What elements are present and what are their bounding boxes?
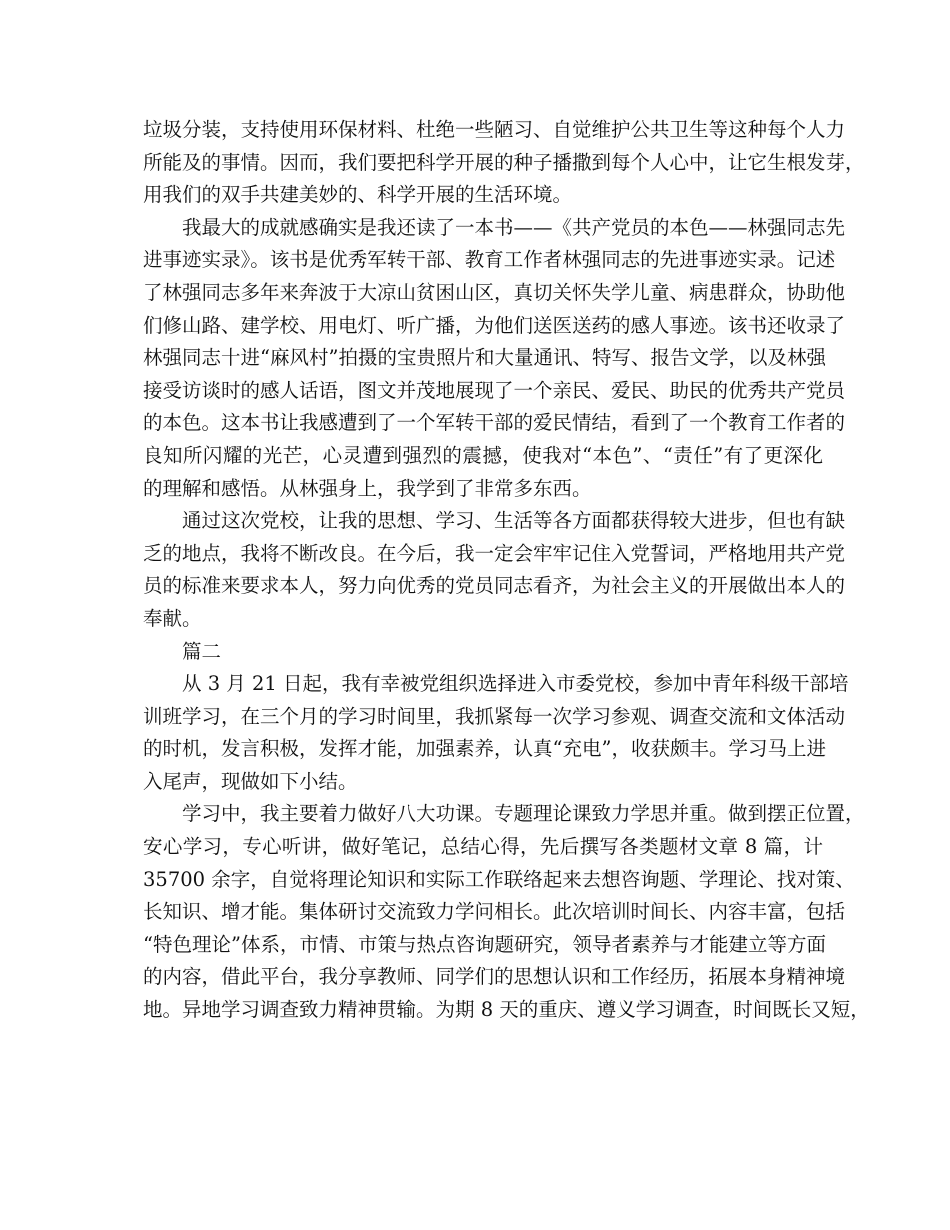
text-line: 学习中，我主要着力做好八大功课。专题理论课致力学思并重。做到摆正位置， (182, 802, 865, 826)
document-body (143, 114, 870, 1027)
text-line: 安心学习，专心听讲，做好笔记，总结心得，先后撰写各类题材文章 8 篇，计 (143, 835, 823, 859)
text-line: 用我们的双手共建美妙的、科学开展的生活环境。 (143, 183, 573, 207)
text-line: 的内容，借此平台，我分享教师、同学们的思想认识和工作经历，拓展本身精神境 (143, 965, 846, 989)
text-line: 我最大的成就感确实是我还读了一本书——《共产党员的本色——林强同志先 (182, 215, 846, 239)
text-line: 的本色。这本书让我感遭到了一个军转干部的爱民情结，看到了一个教育工作者的 (143, 411, 846, 435)
text-line: 训班学习，在三个月的学习时间里，我抓紧每一次学习参观、调查交流和文体活动 (143, 704, 846, 728)
text-line: 们修山路、建学校、用电灯、听广播，为他们送医送药的感人事迹。该书还收录了 (143, 313, 846, 337)
text-line: 通过这次党校，让我的思想、学习、生活等各方面都获得较大进步，但也有缺 (182, 509, 846, 533)
text-line: 的时机，发言积极，发挥才能，加强素养，认真“充电”，收获颇丰。学习马上进 (143, 737, 826, 761)
text-line: 长知识、增才能。集体研讨交流致力学问相长。此次培训时间长、内容丰富，包括 (143, 900, 846, 924)
text-line: 奉献。 (143, 606, 202, 630)
text-line: 所能及的事情。因而，我们要把科学开展的种子播撒到每个人心中，让它生根发芽， (143, 150, 865, 174)
text-line: 接受访谈时的感人话语，图文并茂地展现了一个亲民、爱民、助民的优秀共产党员 (143, 378, 846, 402)
text-line: 乏的地点，我将不断改良。在今后，我一定会牢牢记住入党誓词，严格地用共产党 (143, 541, 846, 565)
text-line: 垃圾分装，支持使用环保材料、杜绝一些陋习、自觉维护公共卫生等这种每个人力 (143, 118, 846, 141)
text-line: 进事迹实录》。该书是优秀军转干部、教育工作者林强同志的先进事迹实录。记述 (143, 248, 836, 272)
text-line: “特色理论”体系，市情、市策与热点咨询题研究，领导者素养与才能建立等方面 (143, 932, 826, 956)
text-line: 35700 余字，自觉将理论知识和实际工作联络起来去想咨询题、学理论、找对策、 (143, 867, 855, 891)
text-line: 的理解和感悟。从林强身上，我学到了非常多东西。 (143, 476, 592, 500)
text-line: 了林强同志多年来奔波于大凉山贫困山区，真切关怀失学儿童、病患群众，协助他 (143, 280, 846, 304)
section-heading: 篇二 (182, 639, 222, 663)
text-line: 从 3 月 21 日起，我有幸被党组织选择进入市委党校，参加中青年科级干部培 (182, 672, 849, 696)
text-line: 良知所闪耀的光芒，心灵遭到强烈的震撼，使我对“本色”、“责任”有了更深化 (143, 443, 823, 467)
text-line: 地。异地学习调查致力精神贯输。为期 8 天的重庆、遵义学习调查，时间既长又短， (143, 998, 870, 1022)
text-line: 员的标准来要求本人，努力向优秀的党员同志看齐，为社会主义的开展做出本人的 (143, 574, 846, 598)
text-line: 林强同志十进“麻风村”拍摄的宝贵照片和大量通讯、特写、报告文学，以及林强 (143, 346, 826, 370)
text-line: 入尾声，现做如下小结。 (143, 769, 358, 793)
